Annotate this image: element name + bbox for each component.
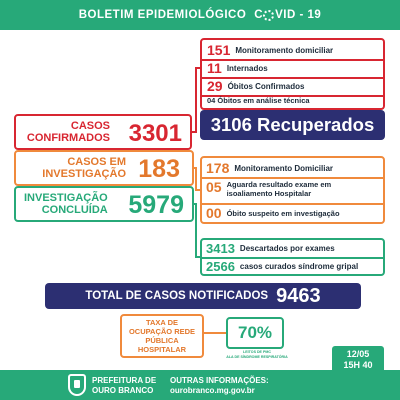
org-line: PREFEITURA DE	[92, 376, 157, 385]
label-line: Aguarda resultado exame em	[226, 180, 332, 189]
row-label: casos curados síndrome gripal	[239, 262, 359, 271]
casos-investigacao-label	[42, 156, 126, 180]
ocupacao-percent: 70%	[226, 317, 284, 349]
header-covid-c: C	[254, 9, 264, 21]
footer-bar	[0, 370, 400, 400]
footer-org	[92, 376, 156, 395]
investigacao-concluida-value: 5979	[128, 191, 184, 219]
row-number: 178	[206, 160, 230, 176]
row-number: 151	[207, 42, 231, 58]
header-bar	[0, 0, 400, 30]
website-link[interactable]: ourobranco.mg.gov.br	[170, 385, 255, 395]
note-line: LEITOS DE PMC	[243, 350, 271, 354]
row-number: 2566	[206, 259, 235, 274]
row-label: Óbito suspeito em investigação	[226, 208, 340, 218]
label-line: CASOS	[70, 120, 110, 132]
row-number: 05	[206, 179, 222, 195]
total-notificados-banner	[45, 283, 361, 309]
total-value: 9463	[276, 284, 321, 307]
note-line: ALA DE SÍNDROME RESPIRATÓRIA	[226, 354, 288, 359]
casos-investigacao-box	[14, 150, 194, 186]
red-details-box	[200, 38, 385, 110]
row-label: Monitoramento Domiciliar	[234, 163, 334, 173]
leitos-note	[218, 350, 296, 359]
row-obito-suspeito	[206, 205, 383, 221]
date-time: 15H 40	[343, 360, 373, 370]
taxa-line: TAXA DE	[145, 318, 179, 327]
label-line: CASOS EM	[67, 156, 126, 168]
casos-confirmados-box	[14, 114, 192, 150]
label-line: CONFIRMADOS	[26, 132, 110, 144]
row-label	[227, 180, 332, 198]
info-line: OUTRAS INFORMAÇÕES:	[170, 376, 269, 385]
row-obitos	[207, 78, 383, 94]
row-curados	[206, 259, 383, 274]
orange-details-box	[200, 156, 385, 224]
taxa-line: HOSPITALAR	[137, 345, 187, 354]
recuperados-banner: 3106 Recuperados	[200, 110, 385, 140]
org-line: OURO BRANCO	[92, 385, 154, 395]
row-monitoramento	[207, 42, 383, 58]
row-monitoramento-domiciliar	[206, 160, 383, 176]
label-line: INVESTIGAÇÃO	[42, 168, 126, 180]
taxa-line: PÚBLICA	[145, 336, 179, 345]
casos-investigacao-value: 183	[138, 155, 180, 183]
row-number: 11	[207, 60, 222, 76]
row-number: 00	[206, 205, 222, 221]
label-line: isoaliamento Hospitalar	[226, 189, 312, 198]
row-label: Monitoramento domiciliar	[235, 45, 334, 55]
row-aguarda	[206, 180, 383, 198]
total-label: TOTAL DE CASOS NOTIFICADOS	[85, 290, 269, 302]
virus-icon	[263, 10, 274, 21]
city-crest-icon	[68, 374, 86, 396]
taxa-line: OCUPAÇÃO REDE	[128, 327, 196, 336]
row-number: 29	[207, 78, 223, 94]
date-day: 12/05	[346, 349, 370, 359]
header-title: BOLETIM EPIDEMIOLÓGICO	[78, 9, 247, 21]
casos-confirmados-value: 3301	[128, 120, 182, 147]
investigacao-concluida-label	[24, 192, 108, 216]
row-analise: 04 Óbitos em análise técnica	[207, 96, 310, 105]
row-label: Internados	[226, 63, 268, 73]
footer-info	[170, 376, 269, 395]
row-descartados	[206, 241, 383, 256]
label-line: INVESTIGAÇÃO	[24, 192, 108, 204]
row-number: 3413	[206, 241, 235, 256]
row-label: Óbitos Confirmados	[227, 81, 305, 91]
row-internados	[207, 60, 383, 76]
taxa-ocupacao-box	[120, 314, 204, 358]
header-covid-rest: VID - 19	[275, 9, 322, 21]
investigacao-concluida-box	[14, 186, 194, 222]
casos-confirmados-label	[27, 120, 110, 144]
row-label: Descartados por exames	[239, 244, 335, 253]
green-details-box	[200, 238, 385, 276]
divider	[202, 177, 383, 179]
label-line: CONCLUÍDA	[41, 204, 108, 216]
